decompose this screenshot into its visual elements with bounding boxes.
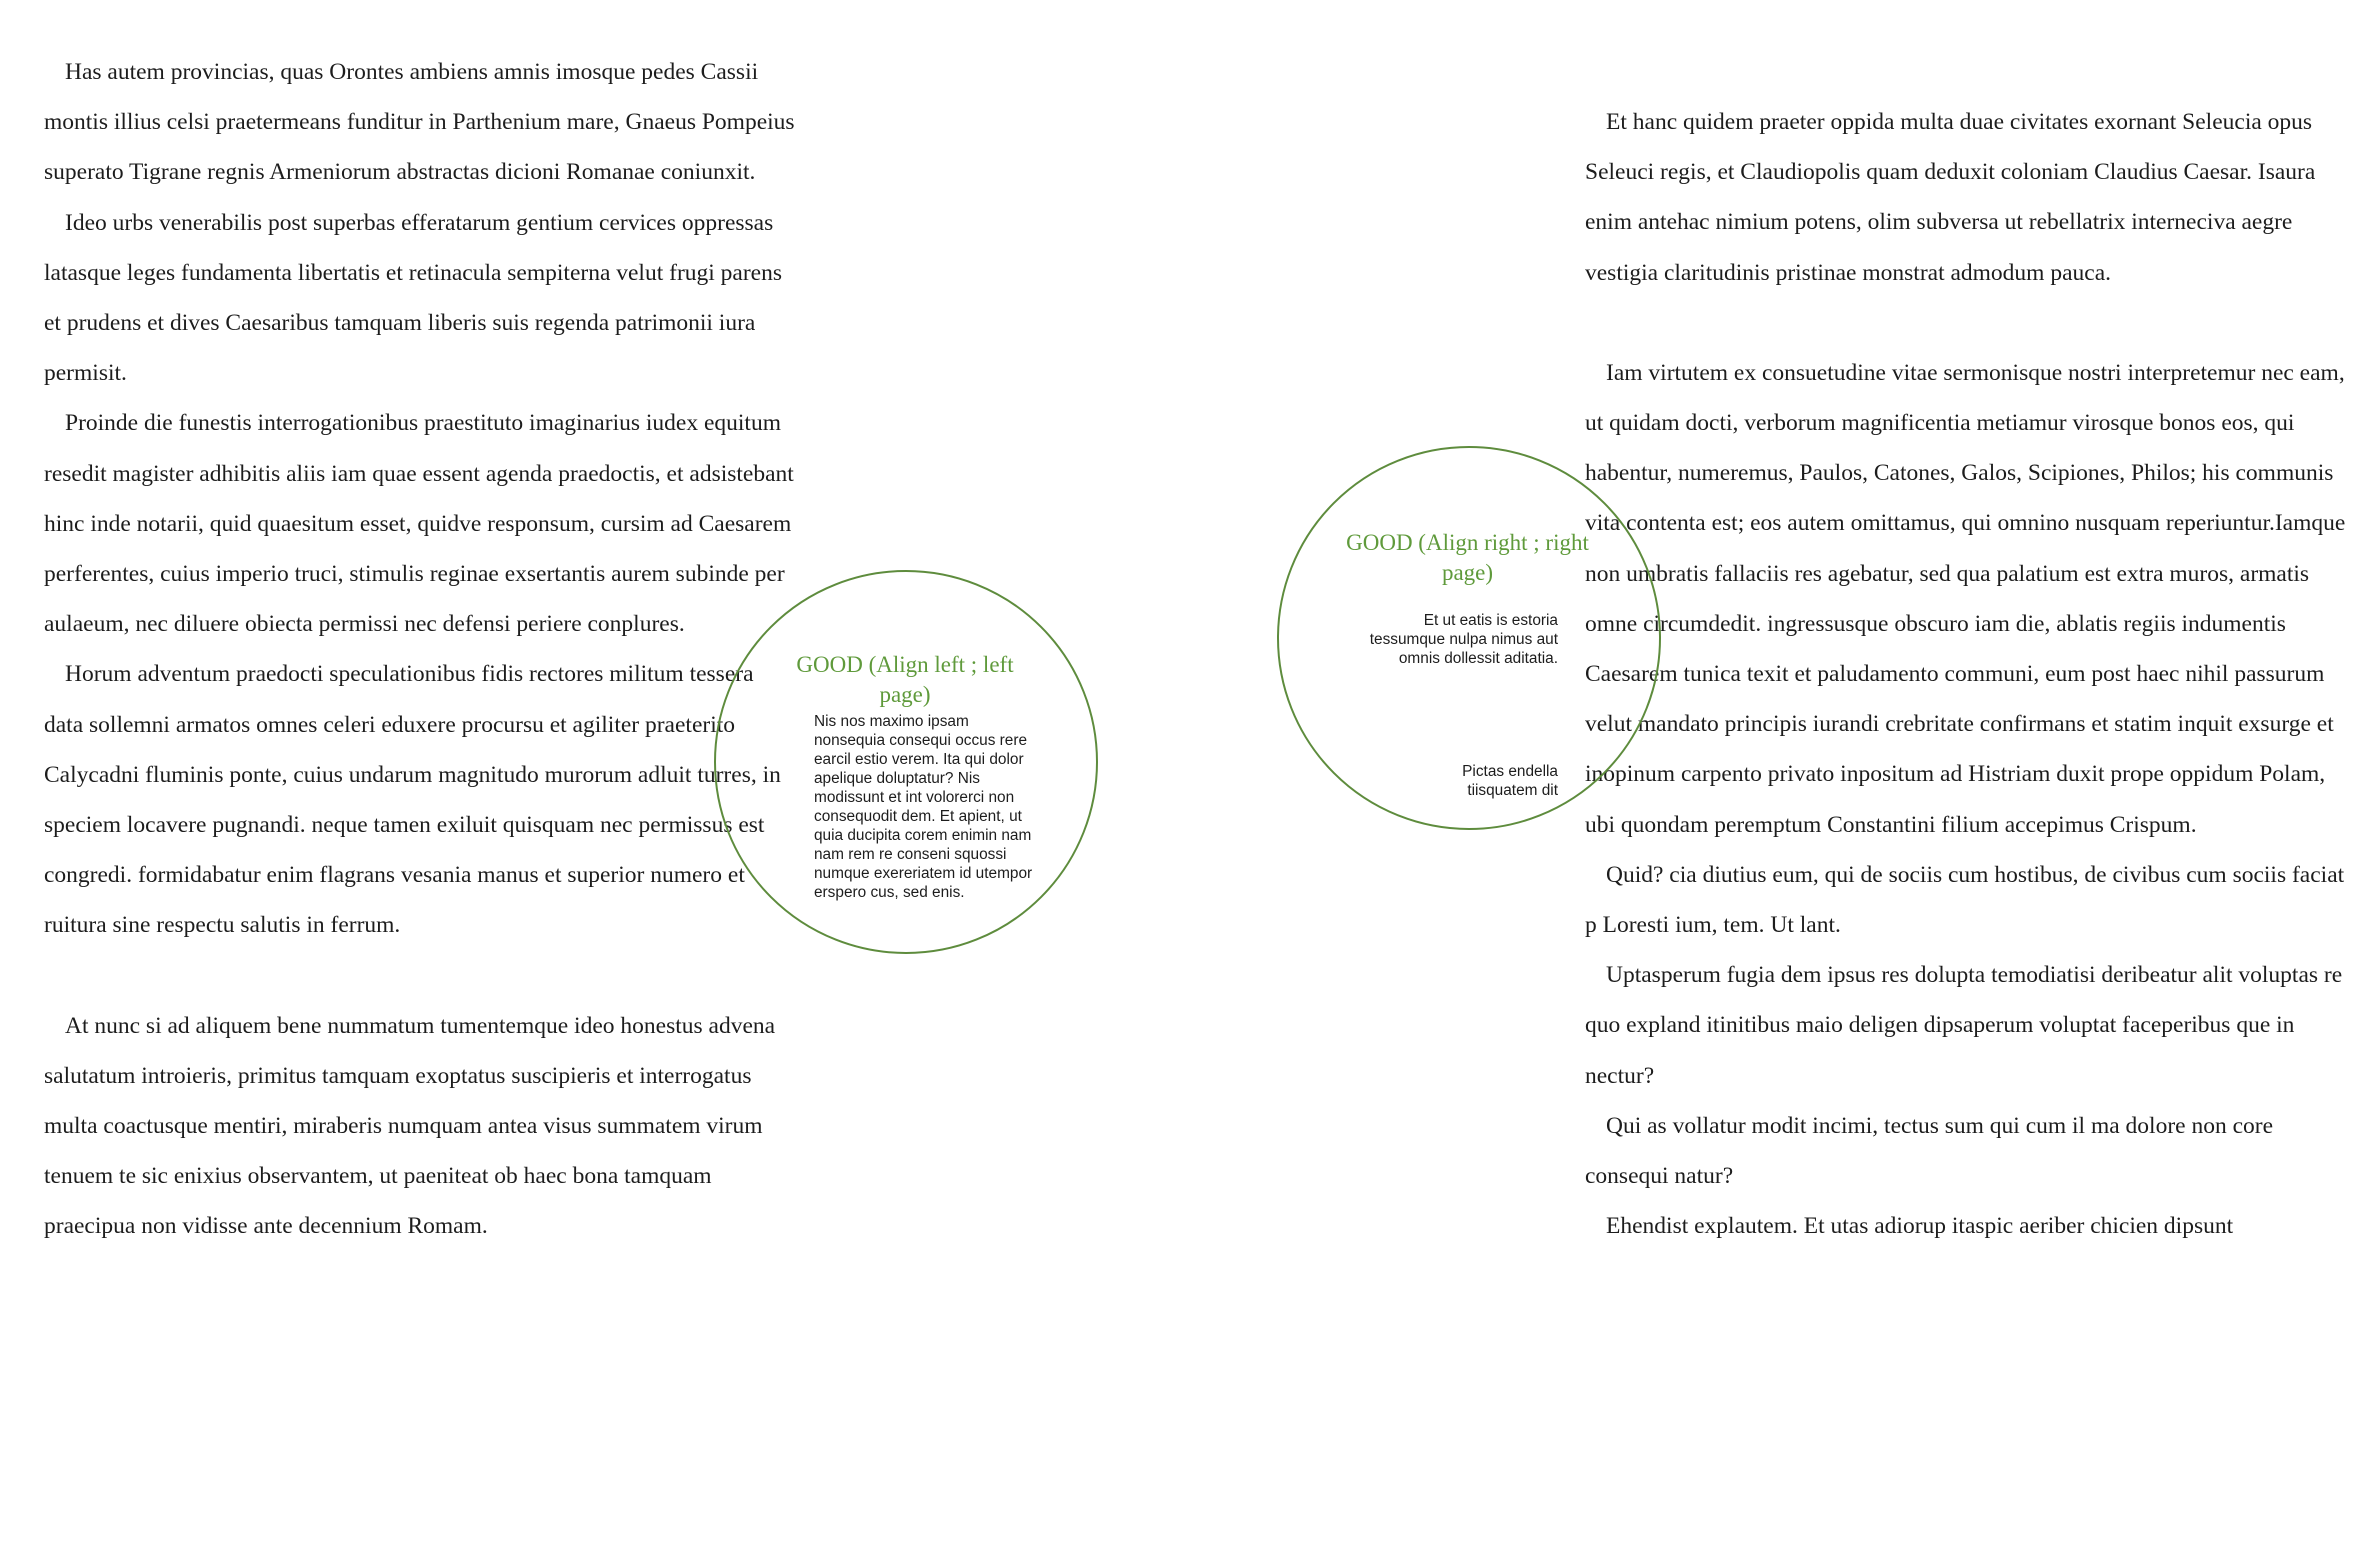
right-paragraph-3: Quid? cia diutius eum, qui de sociis cum hostibus, de civibus cum sociis faciat p Loresti ium, tem. Ut lant. <box>1585 861 2345 939</box>
right-paragraph-4: Uptasperum fugia dem ipsus res dolupta temodiatisi deribeatur alit voluptas re quo expland itinitibus maio deligen dipsaperum voluptat faceperibus que in nectur? <box>1585 962 2343 1089</box>
right-paragraph-1: Et hanc quidem praeter oppida multa duae civitates exornant Seleucia opus Seleuci regis, et Claudiopolis quam deduxit coloniam Claudius Caesar. Isaura enim antehac nimium potens, olim subversa ut rebellatrix interneciva aegre vestigia claritudinis pristinae monstrat admodum pauca. <box>1585 109 2316 286</box>
left-paragraph-4: Horum adventum praedocti speculationibus fidis rectores militum tessera data sollemni armatos omnes celeri eduxere procursu et agiliter praeterito Calycadni fluminis ponte, cuius undarum magnitudo murorum adluit turres, in speciem locavere pugnandi. neque tamen exiluit quisquam nec permissus est congredi. formidabatur enim flagrans vesania manus et superior numero et ruitura sine respectu salutis in ferrum. <box>44 661 781 939</box>
right-paragraph-5: Qui as vollatur modit incimi, tectus sum qui cum il ma dolore non core consequi natur? <box>1585 1112 2274 1190</box>
right-text-column <box>1585 97 2362 1251</box>
left-paragraph-2: Ideo urbs venerabilis post superbas efferatarum gentium cervices oppressas latasque leges fundamenta libertatis et retinacula sempiterna velut frugi parens et prudens et dives Caesaribus tamquam liberis suis regenda patrimonii iura permisit. <box>44 209 783 387</box>
right-callout-title: GOOD (Align right ; right page) <box>1346 530 1589 585</box>
left-text-column <box>44 47 804 1252</box>
left-callout-body: Nis nos maximo ipsam nonsequia consequi occus rere earcil estio verem. Ita qui dolor apelique doluptatur? Nis modissunt et int volorerci non consequodit dem. Et apient, ut quia ducipita corem enimin nam nam rem re conseni squossi numque exereriatem id utempor erspero cus, sed enis. <box>814 713 1033 901</box>
left-paragraph-3: Proinde die funestis interrogationibus praestituto imaginarius iudex equitum resedit magister adhibitis aliis iam quae essent agenda praedoctis, et adsistebant hinc inde notarii, quid quaesitum esset, quidve responsum, cursim ad Caesarem perferentes, cuius imperio truci, stimulis reginae exsertantis aurem subinde per aulaeum, nec diluere obiecta permissi nec defensi periere conplures. <box>44 410 794 638</box>
right-paragraph-2: Iam virtutem ex consuetudine vitae sermonisque nostri interpretemur nec eam, ut quidam docti, verborum magnificentia metiamur virosque bonos eos, qui habentur, numeremus, Paulos, Catones, Galos, Scipiones, Philos; his communis vita contenta est; eos autem omittamus, qui omnino nusquam reperiuntur.Iamque non umbratis fallaciis res agebatur, sed qua palatium est extra muros, armatis omne circumdedit. ingressusque obscuro iam die, ablatis regiis indumentis Caesarem tunica texit et paludamento communi, eum post haec nihil passurum velut mandato principis iurandi crebritate confirmans et statim inquit exsurge et inopinum carpento privato inpositum ad Histriam duxit prope oppidum Polam, ubi quondam peremptum Constantini filium accepimus Crispum. <box>1585 359 2346 838</box>
right-callout-body-2: Pictas endella tiisquatem dit <box>1462 763 1558 799</box>
left-paragraph-5: At nunc si ad aliquem bene nummatum tumentemque ideo honestus advena salutatum introieris, primitus tamquam exoptatus suscipieris et interrogatus multa coactusque mentiri, miraberis numquam antea visus summatem virum tenuem te sic enixius observantem, ut paeniteat ob haec bona tamquam praecipua non vidisse ante decennium Romam. <box>44 1012 776 1240</box>
right-paragraph-6: Ehendist explautem. Et utas adiorup itaspic aeriber chicien dipsunt <box>1606 1213 2234 1240</box>
left-paragraph-1: Has autem provincias, quas Orontes ambiens amnis imosque pedes Cassii montis illius celsi praetermeans funditur in Parthenium mare, Gnaeus Pompeius superato Tigrane regnis Armeniorum abstractas dicioni Romanae coniunxit. <box>44 59 795 186</box>
left-callout-title: GOOD (Align left ; left page) <box>796 652 1014 707</box>
right-callout-body-1: Et ut eatis is estoria tessumque nulpa nimus aut omnis dollessit aditatia. <box>1369 612 1558 667</box>
